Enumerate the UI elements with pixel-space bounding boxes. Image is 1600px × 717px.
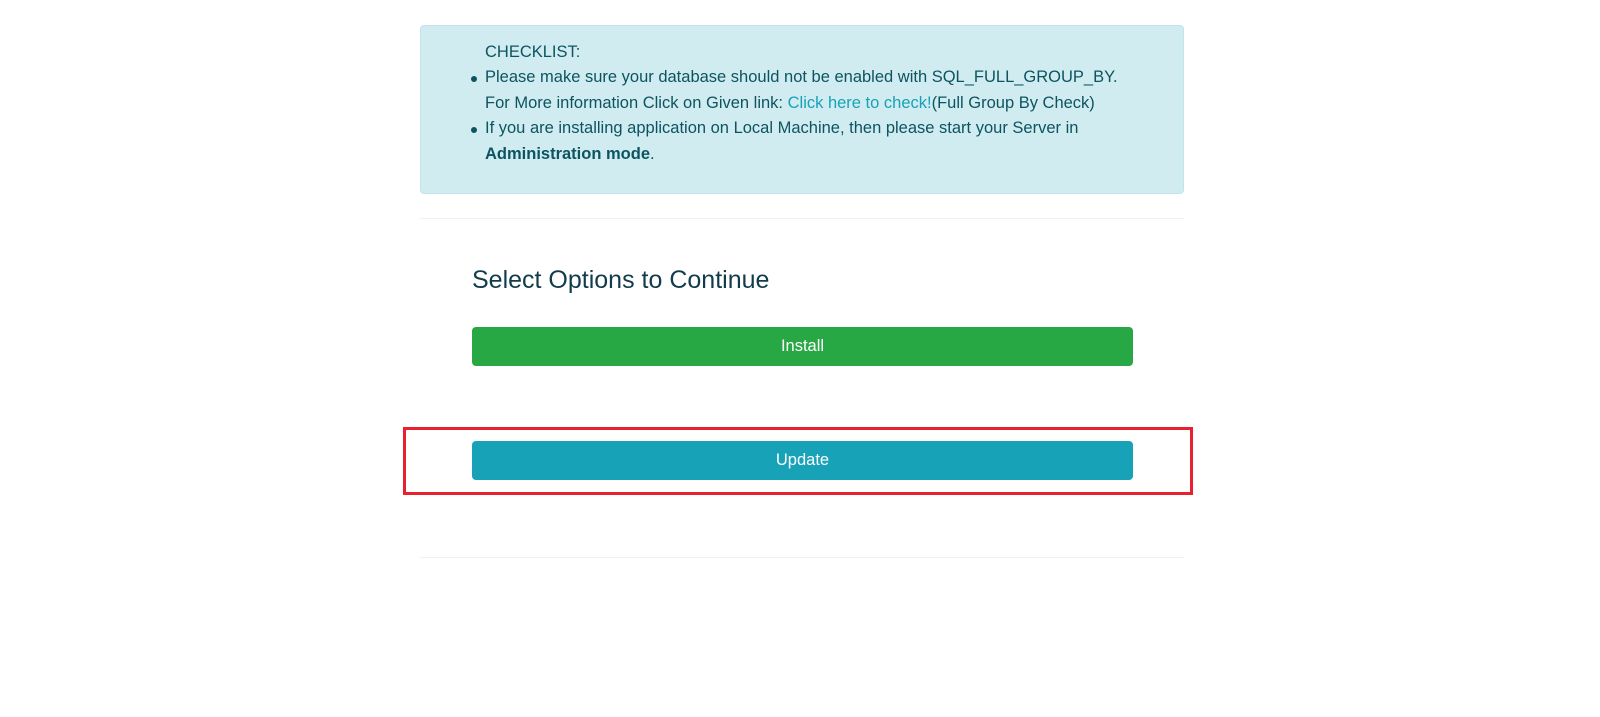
full-group-by-check-link[interactable]: Click here to check! (787, 93, 932, 112)
checklist-item-sql-mode (485, 65, 1145, 116)
options-title: Select Options to Continue (472, 266, 770, 294)
checklist-alert (420, 25, 1184, 194)
checklist-title: CHECKLIST: (485, 43, 581, 61)
checklist-item-admin-mode (485, 116, 1145, 167)
more-info-prefix: For More information Click on Given link: (485, 93, 788, 112)
admin-mode-emphasis: Administration mode (485, 144, 651, 163)
sql-mode-warning-text: Please make sure your database should not be enabled with SQL_FULL_GROUP_BY. (485, 68, 1118, 86)
more-info-suffix: (Full Group By Check) (931, 93, 1095, 112)
admin-mode-suffix: . (650, 144, 655, 163)
update-button[interactable]: Update (472, 441, 1133, 480)
admin-mode-text: If you are installing application on Local Machine, then please start your Server in (485, 119, 1079, 137)
checklist-list (485, 65, 1145, 167)
install-button[interactable]: Install (472, 327, 1133, 366)
